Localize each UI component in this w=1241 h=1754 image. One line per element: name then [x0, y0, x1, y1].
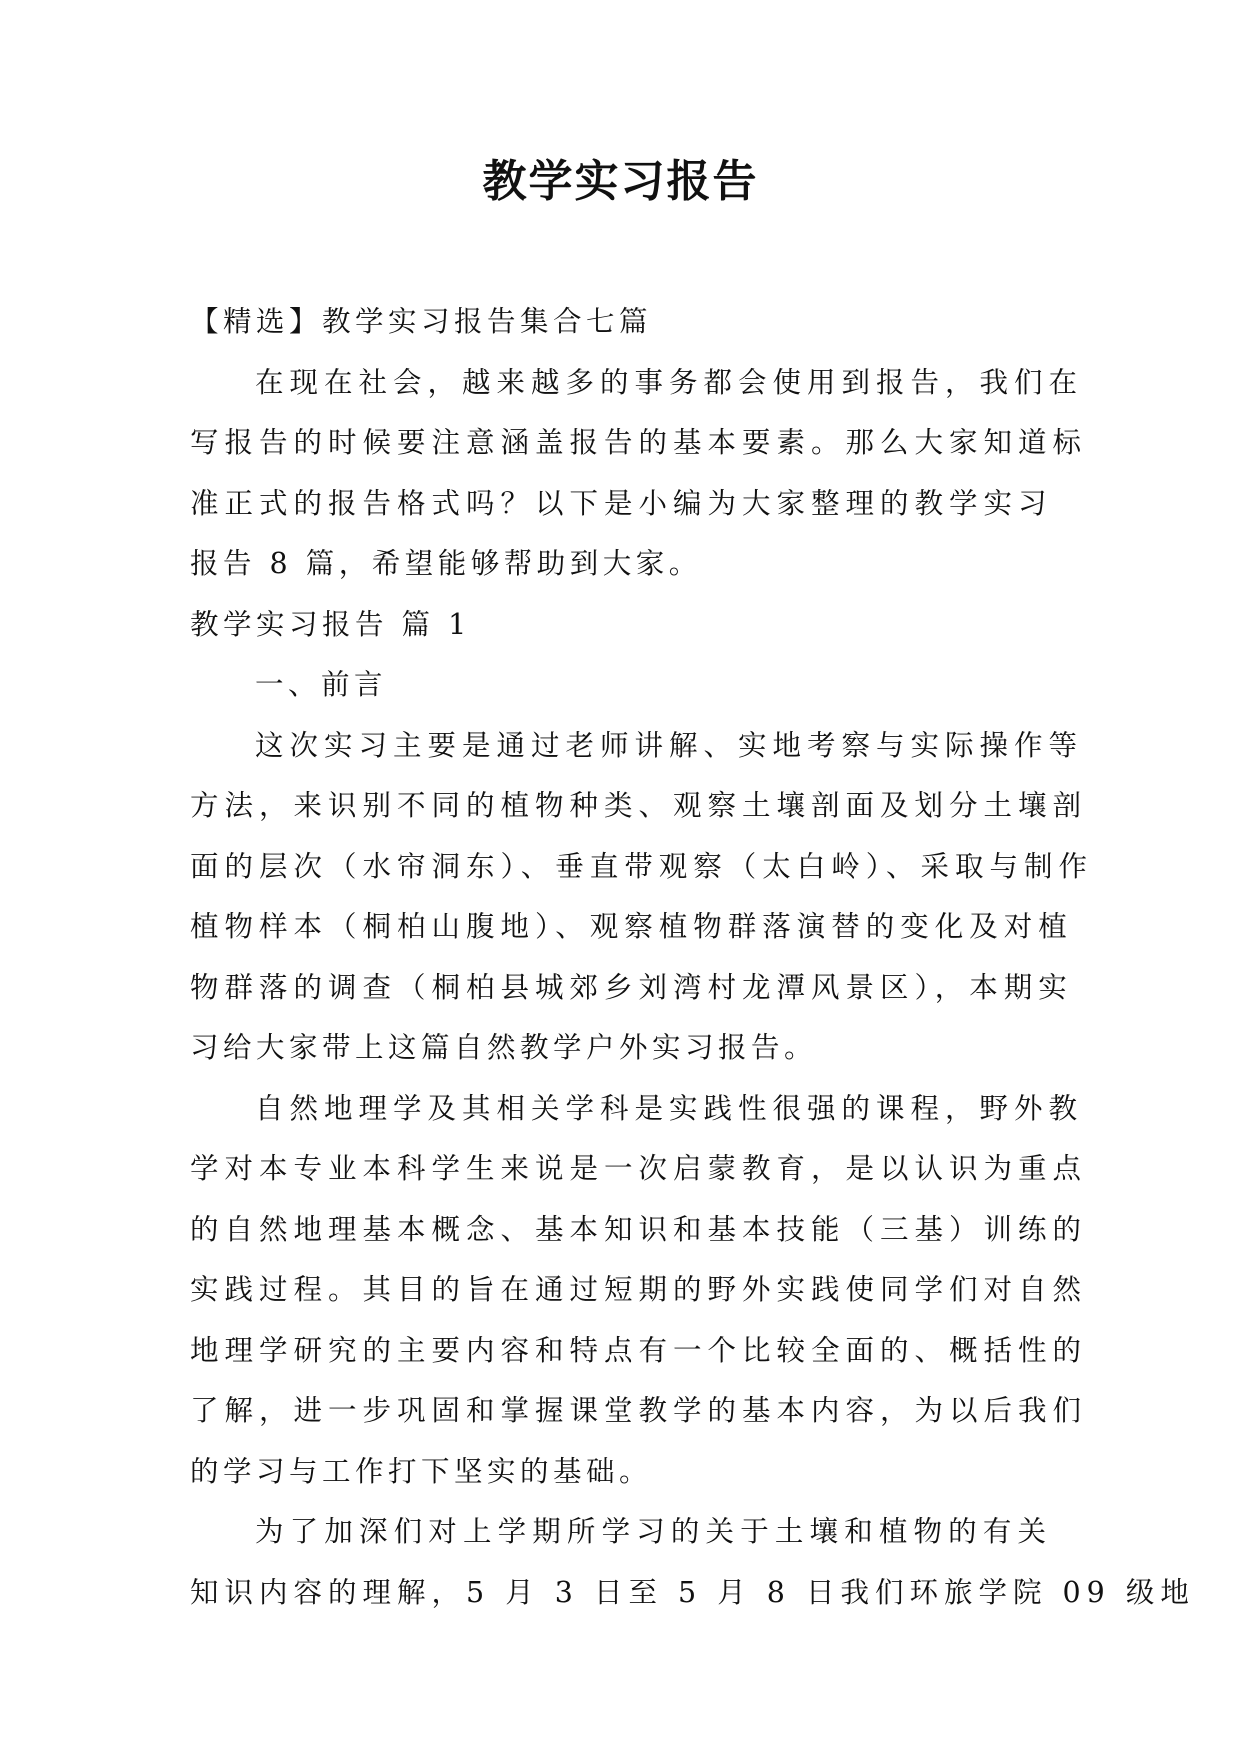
- paragraph-line: 自然地理学及其相关学科是实践性很强的课程，野外教: [255, 1091, 1084, 1125]
- paragraph-line: 物群落的调查（桐柏县城郊乡刘湾村龙潭风景区），本期实: [190, 970, 1073, 1004]
- document-body: [190, 292, 1195, 1623]
- paragraph-line: 习给大家带上这篇自然教学户外实习报告。: [190, 1031, 818, 1064]
- paragraph-line: 这次实习主要是通过老师讲解、实地考察与实际操作等: [255, 728, 1084, 762]
- paragraph-line: 学对本专业本科学生来说是一次启蒙教育，是以认识为重点: [190, 1152, 1088, 1185]
- document-title: 教学实习报告: [482, 156, 759, 207]
- paragraph-line: 地理学研究的主要内容和特点有一个比较全面的、概括性的: [190, 1333, 1088, 1367]
- subsection-heading: 一、前言: [255, 668, 388, 701]
- paragraph-line: 准正式的报告格式吗？以下是小编为大家整理的教学实习: [190, 486, 1053, 520]
- paragraph-line: 实践过程。其目的旨在通过短期的野外实践使同学们对自然: [190, 1273, 1088, 1306]
- subtitle-line: 【精选】教学实习报告集合七篇: [190, 305, 653, 338]
- paragraph-line: 知识内容的理解，5 月 3 日至 5 月 8 日我们环旅学院 09 级地: [190, 1575, 1195, 1609]
- paragraph-line: 植物样本（桐柏山腹地）、观察植物群落演替的变化及对植: [190, 910, 1073, 943]
- paragraph-line: 报告 8 篇，希望能够帮助到大家。: [190, 547, 702, 580]
- paragraph-line: 写报告的时候要注意涵盖报告的基本要素。那么大家知道标: [190, 426, 1088, 459]
- paragraph-line: 了解，进一步巩固和掌握课堂教学的基本内容，为以后我们: [190, 1394, 1088, 1427]
- paragraph-line: 为了加深们对上学期所学习的关于土壤和植物的有关: [255, 1515, 1052, 1548]
- paragraph-line: 的学习与工作打下坚实的基础。: [190, 1454, 653, 1488]
- paragraph-line: 面的层次（水帘洞东）、垂直带观察（太白岭）、采取与制作: [190, 849, 1094, 883]
- section-heading: 教学实习报告 篇 1: [190, 607, 471, 641]
- paragraph-line: 在现在社会，越来越多的事务都会使用到报告，我们在: [255, 365, 1084, 399]
- paragraph-line: 方法，来识别不同的植物种类、观察土壤剖面及划分土壤剖: [190, 789, 1088, 822]
- paragraph-line: 的自然地理基本概念、基本知识和基本技能（三基）训练的: [190, 1212, 1088, 1246]
